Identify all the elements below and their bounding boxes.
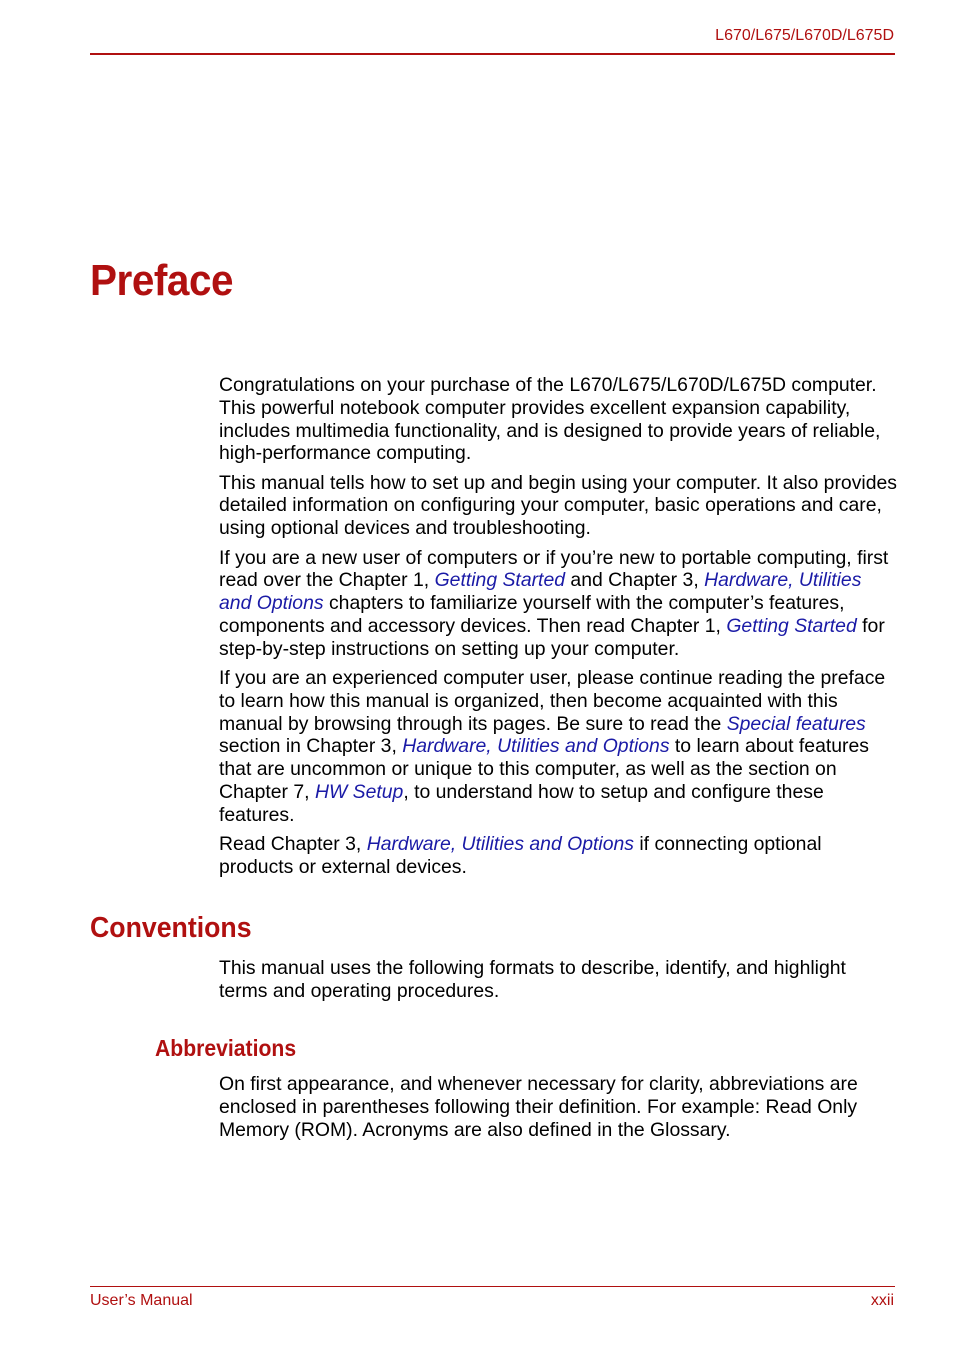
link-getting-started[interactable]: Getting Started xyxy=(434,569,566,592)
text-run: and Chapter 3, xyxy=(565,569,705,592)
conventions-section xyxy=(219,957,899,1009)
link-special-features[interactable]: Special features xyxy=(726,712,866,735)
text-run: section in Chapter 3, xyxy=(219,735,403,758)
conventions-paragraph: This manual uses the following formats to describe, identify, and highlight terms and operating procedures. xyxy=(219,957,846,1002)
text-run: , to understand how to setup and configure these features. xyxy=(219,781,824,826)
link-hw-setup[interactable]: HW Setup xyxy=(314,781,404,804)
text-run: If you are a new user of computers or if you’re new to portable computing, first read over the Chapter 1, xyxy=(219,546,889,592)
intro-paragraph-4 xyxy=(219,667,899,827)
text-run: if connecting optional products or external devices. xyxy=(219,833,822,878)
footer-manual-label: User’s Manual xyxy=(90,1292,193,1309)
intro-paragraph-5 xyxy=(219,833,899,879)
link-hardware-utilities-options[interactable]: Hardware, Utilities and Options xyxy=(366,833,634,856)
conventions-heading: Conventions xyxy=(90,912,252,944)
text-run: Read Chapter 3, xyxy=(219,833,367,856)
footer-rule xyxy=(90,1286,895,1287)
link-hardware-utilities-options[interactable]: Hardware, Utilities and Options xyxy=(219,569,862,615)
link-getting-started[interactable]: Getting Started xyxy=(726,614,857,637)
page-number: xxii xyxy=(870,1292,894,1309)
abbreviations-heading: Abbreviations xyxy=(155,1035,297,1061)
intro-paragraph-3 xyxy=(219,547,899,661)
intro-paragraph-1: Congratulations on your purchase of the L670/L675/L670D/L675D computer. This powerful notebook computer provides excellent expansion capability, includes multimedia functionality, and is designed to provide years of reliable, high-performance computing. xyxy=(219,374,881,465)
header-model-label: L670/L675/L670D/L675D xyxy=(715,27,894,44)
text-run: for step-by-step instructions on setting up your computer. xyxy=(219,614,885,660)
intro-section xyxy=(219,374,899,885)
header-rule xyxy=(90,53,895,55)
page-title: Preface xyxy=(90,256,234,305)
abbreviations-paragraph: On first appearance, and whenever necessary for clarity, abbreviations are enclosed in parentheses following their definition. For example: Read Only Memory (ROM). Acronyms are also defined in the Glossary. xyxy=(219,1073,858,1141)
text-run: chapters to familiarize yourself with the computer’s features, components and accessory devices. Then read Chapter 1, xyxy=(219,592,845,637)
link-hardware-utilities-options[interactable]: Hardware, Utilities and Options xyxy=(402,735,670,758)
text-run: to learn about features that are uncommon or unique to this computer, as well as the section on Chapter 7, xyxy=(219,735,869,804)
text-run: If you are an experienced computer user, please continue reading the preface to learn how this manual is organized, then become acquainted with this manual by browsing through its pages. Be sure to read the xyxy=(219,667,886,735)
abbreviations-section xyxy=(219,1073,899,1148)
intro-paragraph-2: This manual tells how to set up and begin using your computer. It also provides detailed information on configuring your computer, basic operations and care, using optional devices and troubleshooting. xyxy=(219,471,897,540)
